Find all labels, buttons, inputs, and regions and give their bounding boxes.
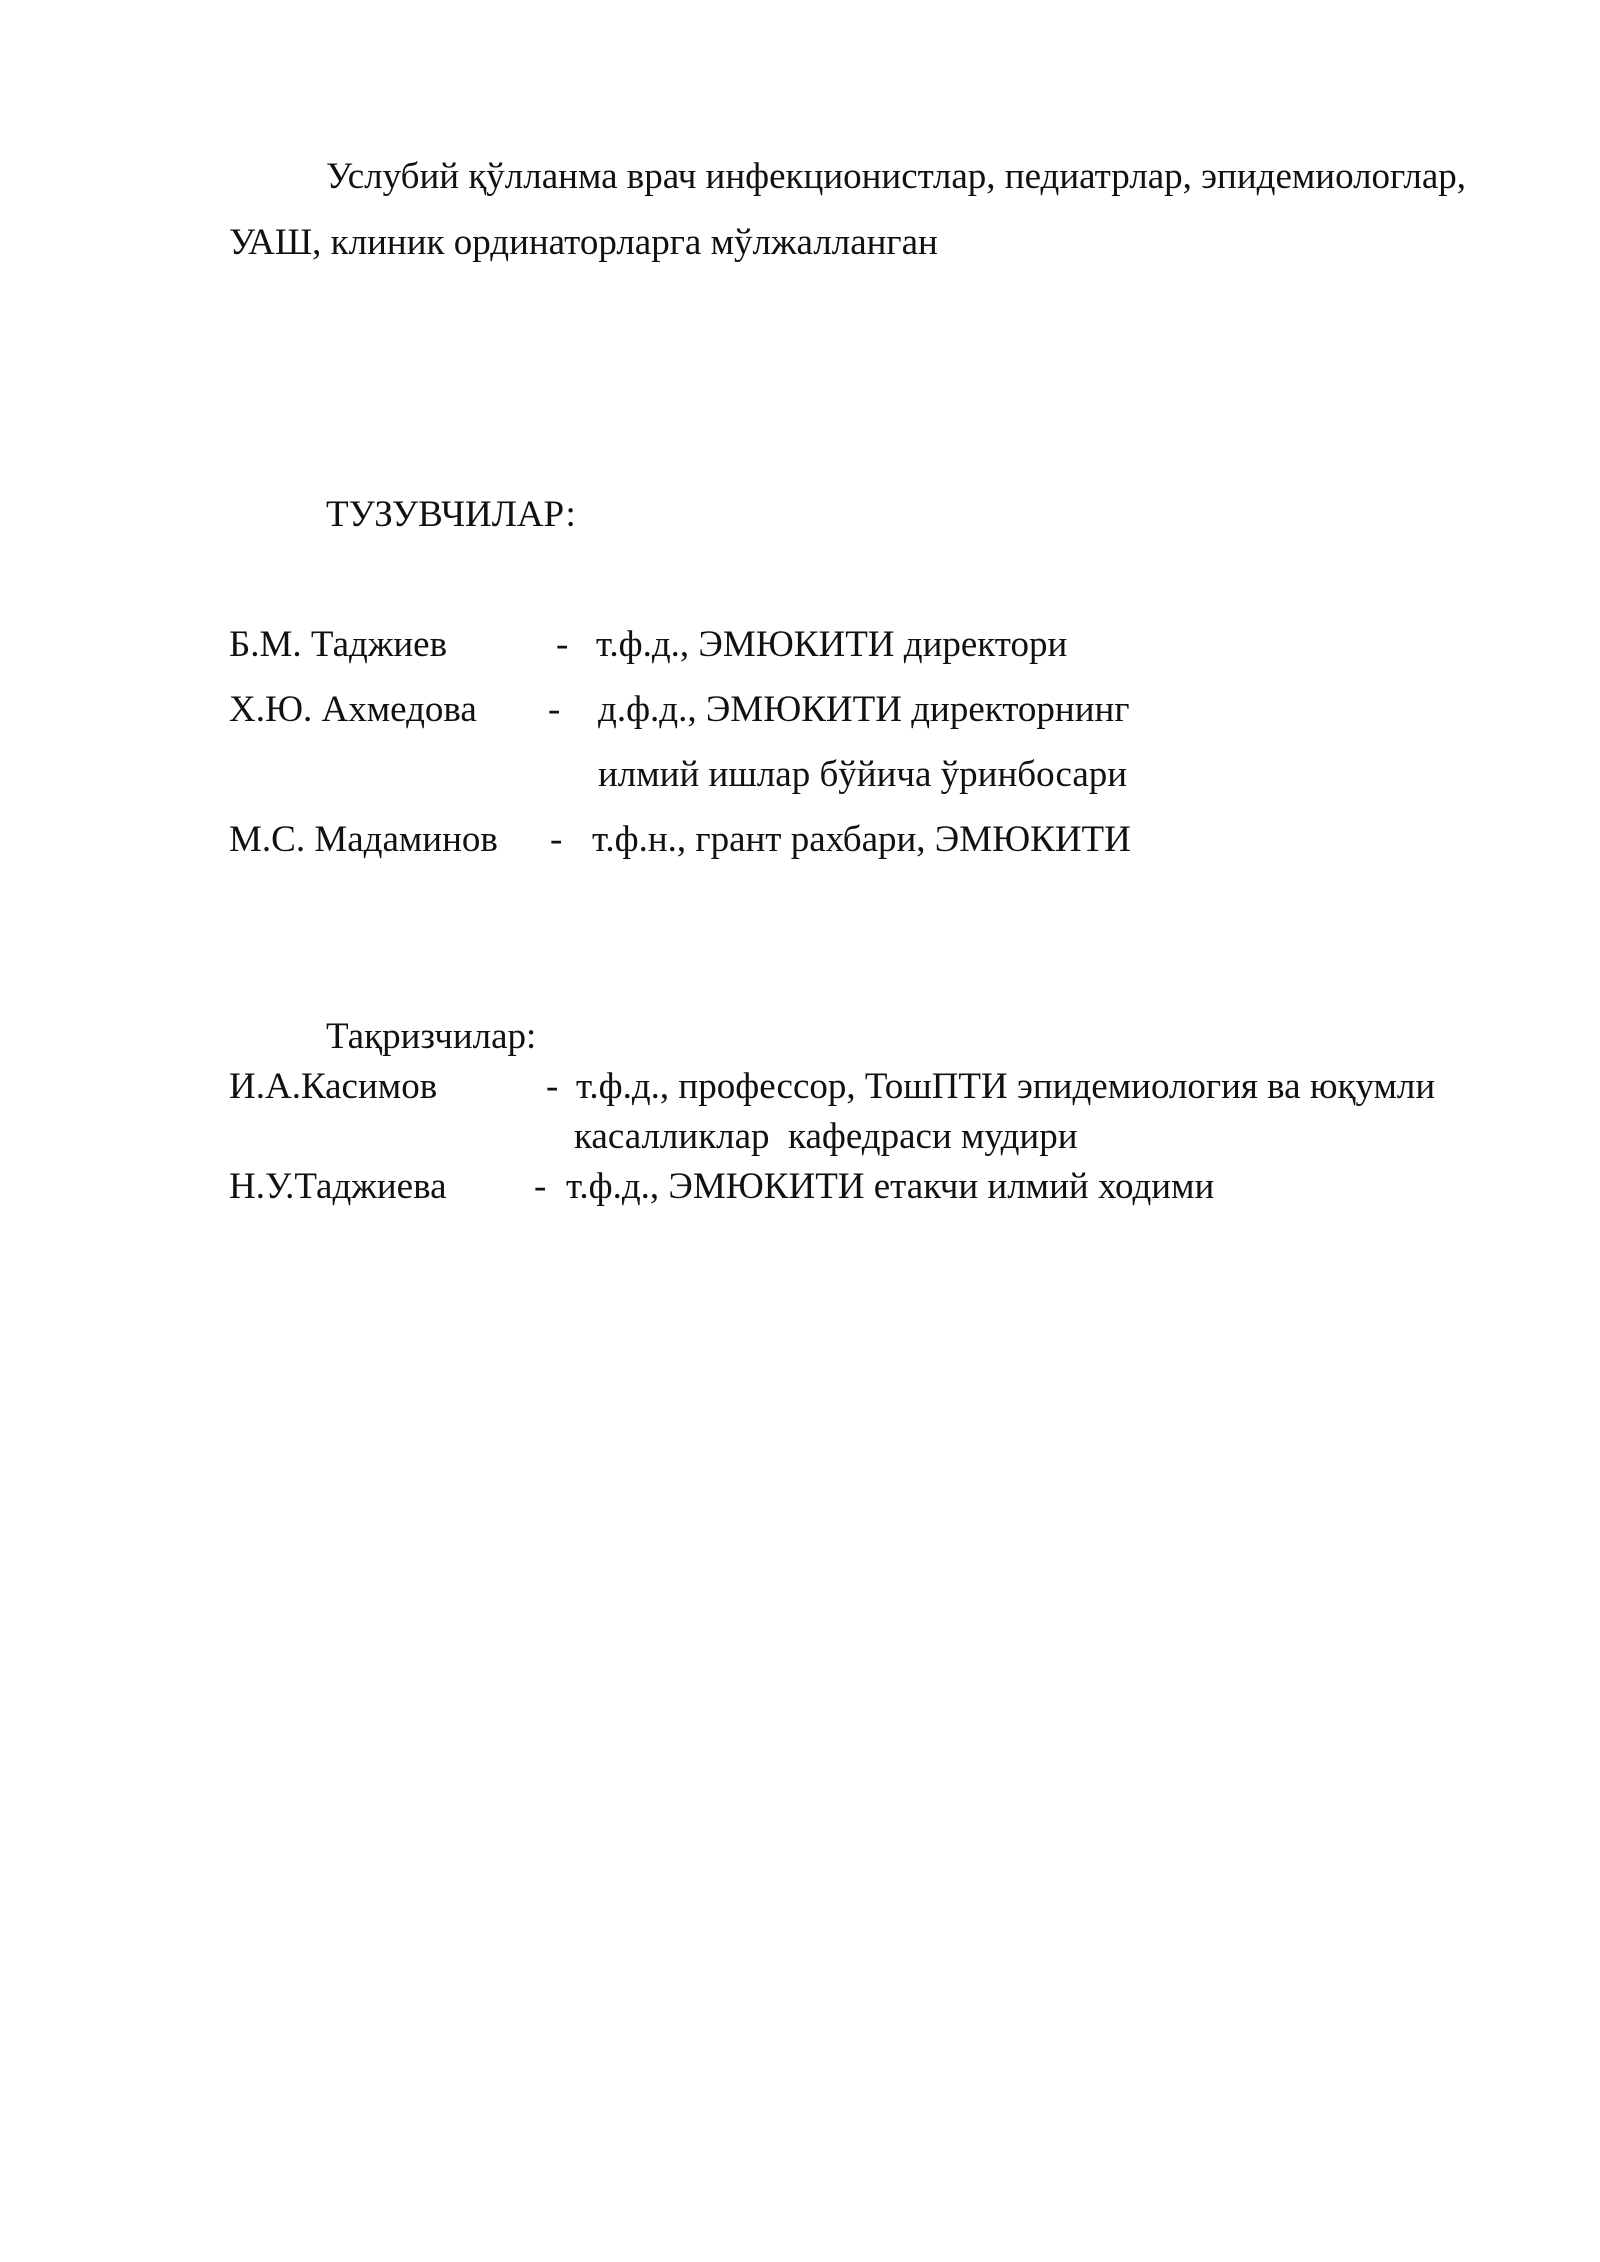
reviewer-name: И.А.Касимов xyxy=(229,1066,438,1107)
compiler-role: д.ф.д., ЭМЮКИТИ директорнинг xyxy=(598,689,1130,730)
intro-line-1: Услубий қўлланма врач инфекционистлар, педиатрлар, эпидемиологлар, xyxy=(326,156,1466,197)
compiler-role: т.ф.д., ЭМЮКИТИ директори xyxy=(596,624,1068,665)
compiler-role-continued: илмий ишлар бўйича ўринбосари xyxy=(598,754,1128,795)
intro-line-2: УАШ, клиник ординаторларга мўлжалланган xyxy=(229,222,938,263)
reviewer-role: т.ф.д., профессор, ТошПТИ эпидемиология ва юқумли xyxy=(576,1066,1436,1107)
compiler-dash: - xyxy=(548,689,561,730)
reviewers-heading: Тақризчилар: xyxy=(326,1016,537,1057)
compiler-name: Х.Ю. Ахмедова xyxy=(229,689,477,730)
compiler-dash: - xyxy=(556,624,569,665)
reviewer-name: Н.У.Таджиева xyxy=(229,1166,447,1207)
compilers-heading: ТУЗУВЧИЛАР: xyxy=(326,494,576,535)
compiler-dash: - xyxy=(550,819,563,860)
compiler-name: Б.М. Таджиев xyxy=(229,624,448,665)
reviewer-dash: - xyxy=(534,1166,547,1207)
reviewer-role: т.ф.д., ЭМЮКИТИ етакчи илмий ходими xyxy=(566,1166,1215,1207)
compiler-name: М.С. Мадаминов xyxy=(229,819,498,860)
reviewer-role-continued: касалликлар кафедраси мудири xyxy=(574,1116,1078,1157)
compiler-role: т.ф.н., грант рахбари, ЭМЮКИТИ xyxy=(592,819,1131,860)
reviewer-dash: - xyxy=(546,1066,559,1107)
